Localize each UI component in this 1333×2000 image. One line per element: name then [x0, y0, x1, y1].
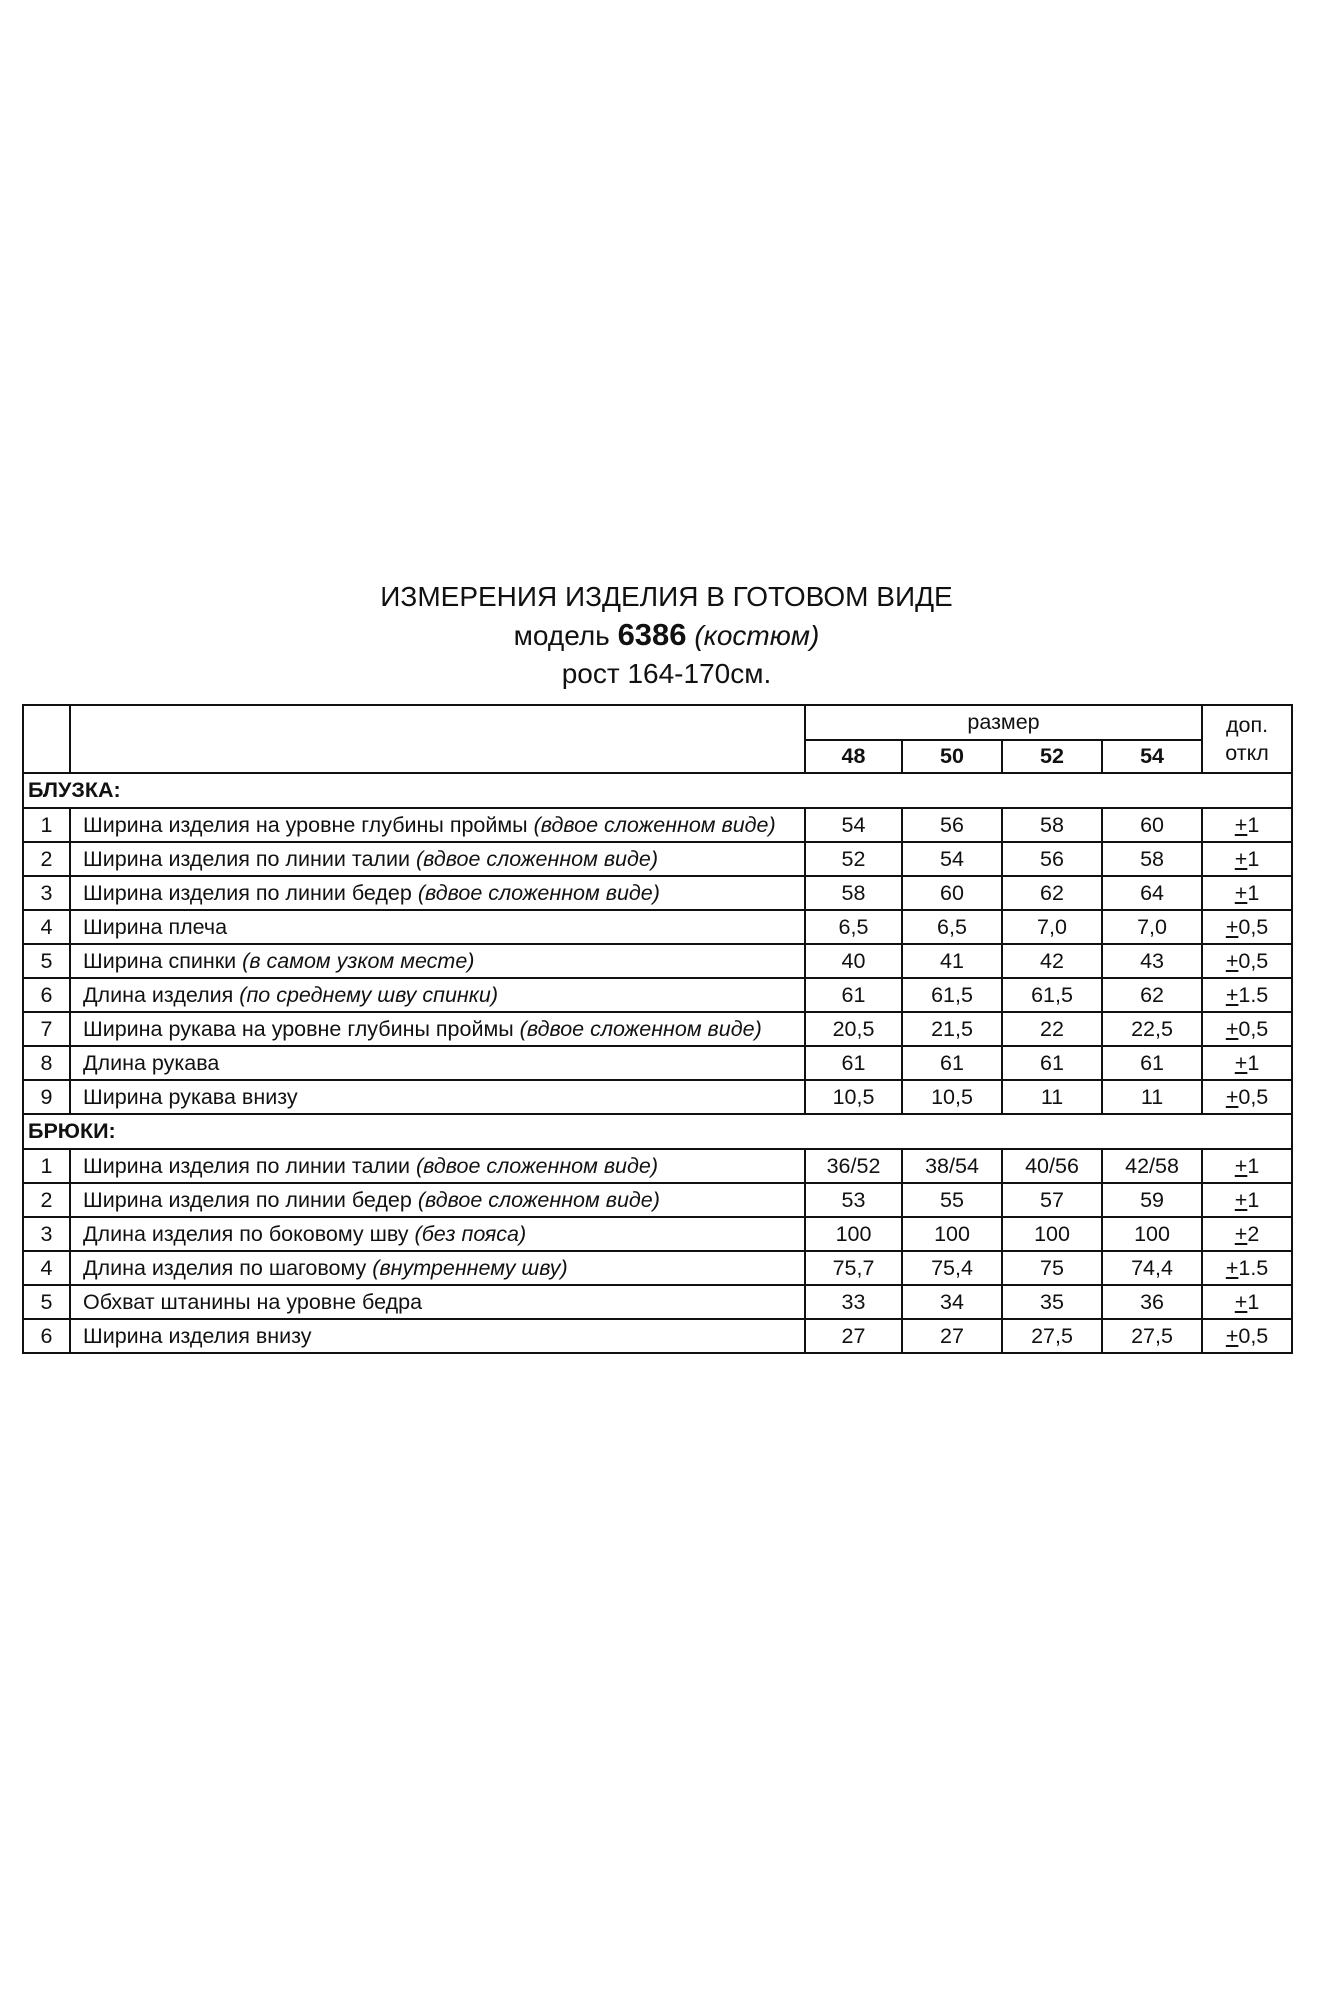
plus-minus-icon: +	[1225, 983, 1239, 1007]
table-row	[23, 1012, 1292, 1046]
tolerance-value: 1	[1247, 881, 1260, 905]
measurement-value: 61,5	[902, 978, 1002, 1012]
size-50: 50	[902, 740, 1002, 773]
measurement-name: Длина рукава	[83, 1051, 220, 1075]
table-row	[23, 1046, 1292, 1080]
tolerance-cell	[1202, 1319, 1292, 1353]
size-52: 52	[1002, 740, 1102, 773]
model-line	[0, 616, 1333, 655]
measurement-value: 62	[1002, 876, 1102, 910]
table-row	[23, 808, 1292, 842]
measurement-name-cell	[70, 1319, 805, 1353]
tolerance-value: 1	[1247, 847, 1260, 871]
measurement-value: 54	[805, 808, 902, 842]
tolerance-cell	[1202, 944, 1292, 978]
measurement-value: 38/54	[902, 1149, 1002, 1183]
table-row	[23, 1217, 1292, 1251]
tolerance-value: 1.5	[1238, 1256, 1269, 1280]
measurement-value: 100	[805, 1217, 902, 1251]
measurement-name-cell	[70, 842, 805, 876]
section-title: БРЮКИ:	[23, 1114, 1292, 1149]
tolerance-value: 1	[1247, 1188, 1260, 1212]
tolerance-value: 0,5	[1238, 1017, 1269, 1041]
measurement-name-cell	[70, 1046, 805, 1080]
measurement-value: 61	[805, 1046, 902, 1080]
tolerance-value: 1.5	[1238, 983, 1269, 1007]
row-number: 2	[23, 1183, 70, 1217]
plus-minus-icon: +	[1225, 1085, 1239, 1109]
plus-minus-icon: +	[1234, 1222, 1248, 1246]
measurement-value: 55	[902, 1183, 1002, 1217]
row-number: 1	[23, 1149, 70, 1183]
measurement-value: 75,7	[805, 1251, 902, 1285]
measurement-note: (в самом узком месте)	[242, 949, 475, 973]
row-number: 4	[23, 1251, 70, 1285]
measurement-note: (внутреннему шву)	[372, 1256, 568, 1280]
size-54: 54	[1102, 740, 1202, 773]
measurement-value: 20,5	[805, 1012, 902, 1046]
measurement-value: 53	[805, 1183, 902, 1217]
measurement-name-cell	[70, 808, 805, 842]
row-number: 6	[23, 978, 70, 1012]
measurement-name: Длина изделия	[83, 983, 234, 1007]
tolerance-value: 0,5	[1238, 915, 1269, 939]
tolerance-cell	[1202, 1251, 1292, 1285]
measurement-note: (вдвое сложенном виде)	[519, 1017, 762, 1041]
measurement-value: 58	[805, 876, 902, 910]
plus-minus-icon: +	[1225, 1256, 1239, 1280]
measurement-value: 61	[902, 1046, 1002, 1080]
measurement-value: 60	[1102, 808, 1202, 842]
header-number-cell	[23, 705, 70, 773]
table-row	[23, 1319, 1292, 1353]
tolerance-value: 1	[1247, 1154, 1260, 1178]
measurement-name: Ширина изделия внизу	[83, 1324, 312, 1348]
measurement-value: 40	[805, 944, 902, 978]
measurements-table	[22, 704, 1293, 1354]
section-row	[23, 773, 1292, 808]
measurement-value: 56	[1002, 842, 1102, 876]
measurement-value: 40/56	[1002, 1149, 1102, 1183]
measurement-value: 41	[902, 944, 1002, 978]
plus-minus-icon: +	[1234, 1051, 1248, 1075]
measurement-name: Ширина изделия на уровне глубины проймы	[83, 813, 528, 837]
tolerance-cell	[1202, 1046, 1292, 1080]
measurement-note: (вдвое сложенном виде)	[533, 813, 776, 837]
measurement-value: 62	[1102, 978, 1202, 1012]
measurement-value: 10,5	[805, 1080, 902, 1114]
measurement-name-cell	[70, 910, 805, 944]
tolerance-header-line1: доп.	[1225, 713, 1269, 737]
plus-minus-icon: +	[1234, 881, 1248, 905]
table-row	[23, 944, 1292, 978]
plus-minus-icon: +	[1234, 1154, 1248, 1178]
document-title: ИЗМЕРЕНИЯ ИЗДЕЛИЯ В ГОТОВОМ ВИДЕ	[380, 581, 953, 612]
tolerance-cell	[1202, 876, 1292, 910]
measurement-name: Обхват штанины на уровне бедра	[83, 1290, 423, 1314]
table-row	[23, 1080, 1292, 1114]
measurement-value: 75,4	[902, 1251, 1002, 1285]
measurement-value: 7,0	[1102, 910, 1202, 944]
measurement-value: 58	[1102, 842, 1202, 876]
row-number: 3	[23, 876, 70, 910]
measurement-value: 11	[1002, 1080, 1102, 1114]
height-line: рост 164-170см.	[561, 658, 772, 689]
table-row	[23, 842, 1292, 876]
table-row	[23, 910, 1292, 944]
measurement-name-cell	[70, 1149, 805, 1183]
table-row	[23, 876, 1292, 910]
tolerance-cell	[1202, 1012, 1292, 1046]
row-number: 6	[23, 1319, 70, 1353]
measurement-value: 36/52	[805, 1149, 902, 1183]
row-number: 5	[23, 944, 70, 978]
table-row	[23, 1183, 1292, 1217]
row-number: 1	[23, 808, 70, 842]
section-row	[23, 1114, 1292, 1149]
measurement-value: 36	[1102, 1285, 1202, 1319]
measurement-value: 35	[1002, 1285, 1102, 1319]
measurement-value: 22	[1002, 1012, 1102, 1046]
plus-minus-icon: +	[1234, 1188, 1248, 1212]
measurement-name: Ширина рукава внизу	[83, 1085, 298, 1109]
model-note: (костюм)	[694, 620, 820, 651]
measurement-value: 61,5	[1002, 978, 1102, 1012]
tolerance-value: 2	[1247, 1222, 1260, 1246]
measurement-name-cell	[70, 1183, 805, 1217]
document-header	[0, 578, 1333, 693]
measurement-name-cell	[70, 1251, 805, 1285]
table-row	[23, 978, 1292, 1012]
measurement-value: 34	[902, 1285, 1002, 1319]
measurement-name: Длина изделия по боковому шву	[83, 1222, 409, 1246]
tolerance-value: 0,5	[1238, 949, 1269, 973]
measurement-value: 75	[1002, 1251, 1102, 1285]
table-row	[23, 1285, 1292, 1319]
tolerance-cell	[1202, 808, 1292, 842]
measurement-value: 61	[805, 978, 902, 1012]
measurement-value: 42/58	[1102, 1149, 1202, 1183]
measurement-value: 33	[805, 1285, 902, 1319]
model-number: 6386	[617, 617, 687, 652]
row-number: 9	[23, 1080, 70, 1114]
measurement-name-cell	[70, 1080, 805, 1114]
tolerance-value: 0,5	[1238, 1324, 1269, 1348]
measurement-name: Ширина изделия по линии талии	[83, 847, 410, 871]
measurement-value: 7,0	[1002, 910, 1102, 944]
measurement-note: (вдвое сложенном виде)	[417, 1188, 660, 1212]
measurement-note: (по среднему шву спинки)	[239, 983, 499, 1007]
plus-minus-icon: +	[1225, 949, 1239, 973]
measurement-value: 22,5	[1102, 1012, 1202, 1046]
measurement-value: 64	[1102, 876, 1202, 910]
tolerance-value: 1	[1247, 1051, 1260, 1075]
measurement-value: 100	[1102, 1217, 1202, 1251]
measurement-value: 100	[902, 1217, 1002, 1251]
measurement-name-cell	[70, 1285, 805, 1319]
measurement-name: Длина изделия по шаговому	[83, 1256, 367, 1280]
measurement-value: 74,4	[1102, 1251, 1202, 1285]
measurement-value: 61	[1002, 1046, 1102, 1080]
measurement-value: 56	[902, 808, 1002, 842]
tolerance-cell	[1202, 1217, 1292, 1251]
row-number: 3	[23, 1217, 70, 1251]
measurement-name-cell	[70, 876, 805, 910]
tolerance-value: 0,5	[1238, 1085, 1269, 1109]
plus-minus-icon: +	[1234, 813, 1248, 837]
row-number: 8	[23, 1046, 70, 1080]
measurement-name: Ширина изделия по линии бедер	[83, 881, 412, 905]
measurement-value: 10,5	[902, 1080, 1002, 1114]
tolerance-cell	[1202, 1149, 1292, 1183]
measurement-value: 6,5	[902, 910, 1002, 944]
tolerance-cell	[1202, 1080, 1292, 1114]
measurement-name-cell	[70, 978, 805, 1012]
measurement-value: 61	[1102, 1046, 1202, 1080]
measurement-name-cell	[70, 1217, 805, 1251]
measurement-value: 59	[1102, 1183, 1202, 1217]
row-number: 7	[23, 1012, 70, 1046]
measurement-note: (без пояса)	[414, 1222, 527, 1246]
measurement-value: 58	[1002, 808, 1102, 842]
measurement-value: 27	[902, 1319, 1002, 1353]
plus-minus-icon: +	[1225, 1324, 1239, 1348]
row-number: 2	[23, 842, 70, 876]
section-title: БЛУЗКА:	[23, 773, 1292, 808]
size-48: 48	[805, 740, 902, 773]
table-row	[23, 1149, 1292, 1183]
measurement-value: 27,5	[1002, 1319, 1102, 1353]
measurement-note: (вдвое сложенном виде)	[417, 881, 660, 905]
measurement-name: Ширина рукава на уровне глубины проймы	[83, 1017, 514, 1041]
measurement-value: 57	[1002, 1183, 1102, 1217]
row-number: 5	[23, 1285, 70, 1319]
table-row	[23, 1251, 1292, 1285]
tolerance-header-line2: откл	[1225, 741, 1269, 765]
measurement-value: 11	[1102, 1080, 1202, 1114]
measurement-value: 60	[902, 876, 1002, 910]
header-name-cell	[70, 705, 805, 773]
size-header: размер	[805, 705, 1202, 740]
measurement-value: 52	[805, 842, 902, 876]
measurement-value: 42	[1002, 944, 1102, 978]
measurement-value: 43	[1102, 944, 1202, 978]
measurement-value: 27	[805, 1319, 902, 1353]
tolerance-header	[1202, 705, 1292, 773]
tolerance-value: 1	[1247, 813, 1260, 837]
measurement-note: (вдвое сложенном виде)	[415, 1154, 659, 1178]
plus-minus-icon: +	[1234, 1290, 1248, 1314]
measurement-name: Ширина изделия по линии талии	[83, 1154, 410, 1178]
measurement-name-cell	[70, 944, 805, 978]
tolerance-value: 1	[1247, 1290, 1260, 1314]
tolerance-cell	[1202, 1183, 1292, 1217]
plus-minus-icon: +	[1225, 1017, 1239, 1041]
measurement-name: Ширина изделия по линии бедер	[83, 1188, 412, 1212]
measurement-value: 21,5	[902, 1012, 1002, 1046]
measurement-note: (вдвое сложенном виде)	[415, 847, 659, 871]
measurement-value: 54	[902, 842, 1002, 876]
measurement-name-cell	[70, 1012, 805, 1046]
tolerance-cell	[1202, 1285, 1292, 1319]
measurement-value: 27,5	[1102, 1319, 1202, 1353]
plus-minus-icon: +	[1225, 915, 1239, 939]
measurement-name: Ширина спинки	[83, 949, 237, 973]
tolerance-cell	[1202, 978, 1292, 1012]
row-number: 4	[23, 910, 70, 944]
measurement-name: Ширина плеча	[83, 915, 228, 939]
tolerance-cell	[1202, 910, 1292, 944]
plus-minus-icon: +	[1234, 847, 1248, 871]
tolerance-cell	[1202, 842, 1292, 876]
measurement-value: 100	[1002, 1217, 1102, 1251]
model-prefix: модель	[513, 620, 610, 651]
measurement-value: 6,5	[805, 910, 902, 944]
